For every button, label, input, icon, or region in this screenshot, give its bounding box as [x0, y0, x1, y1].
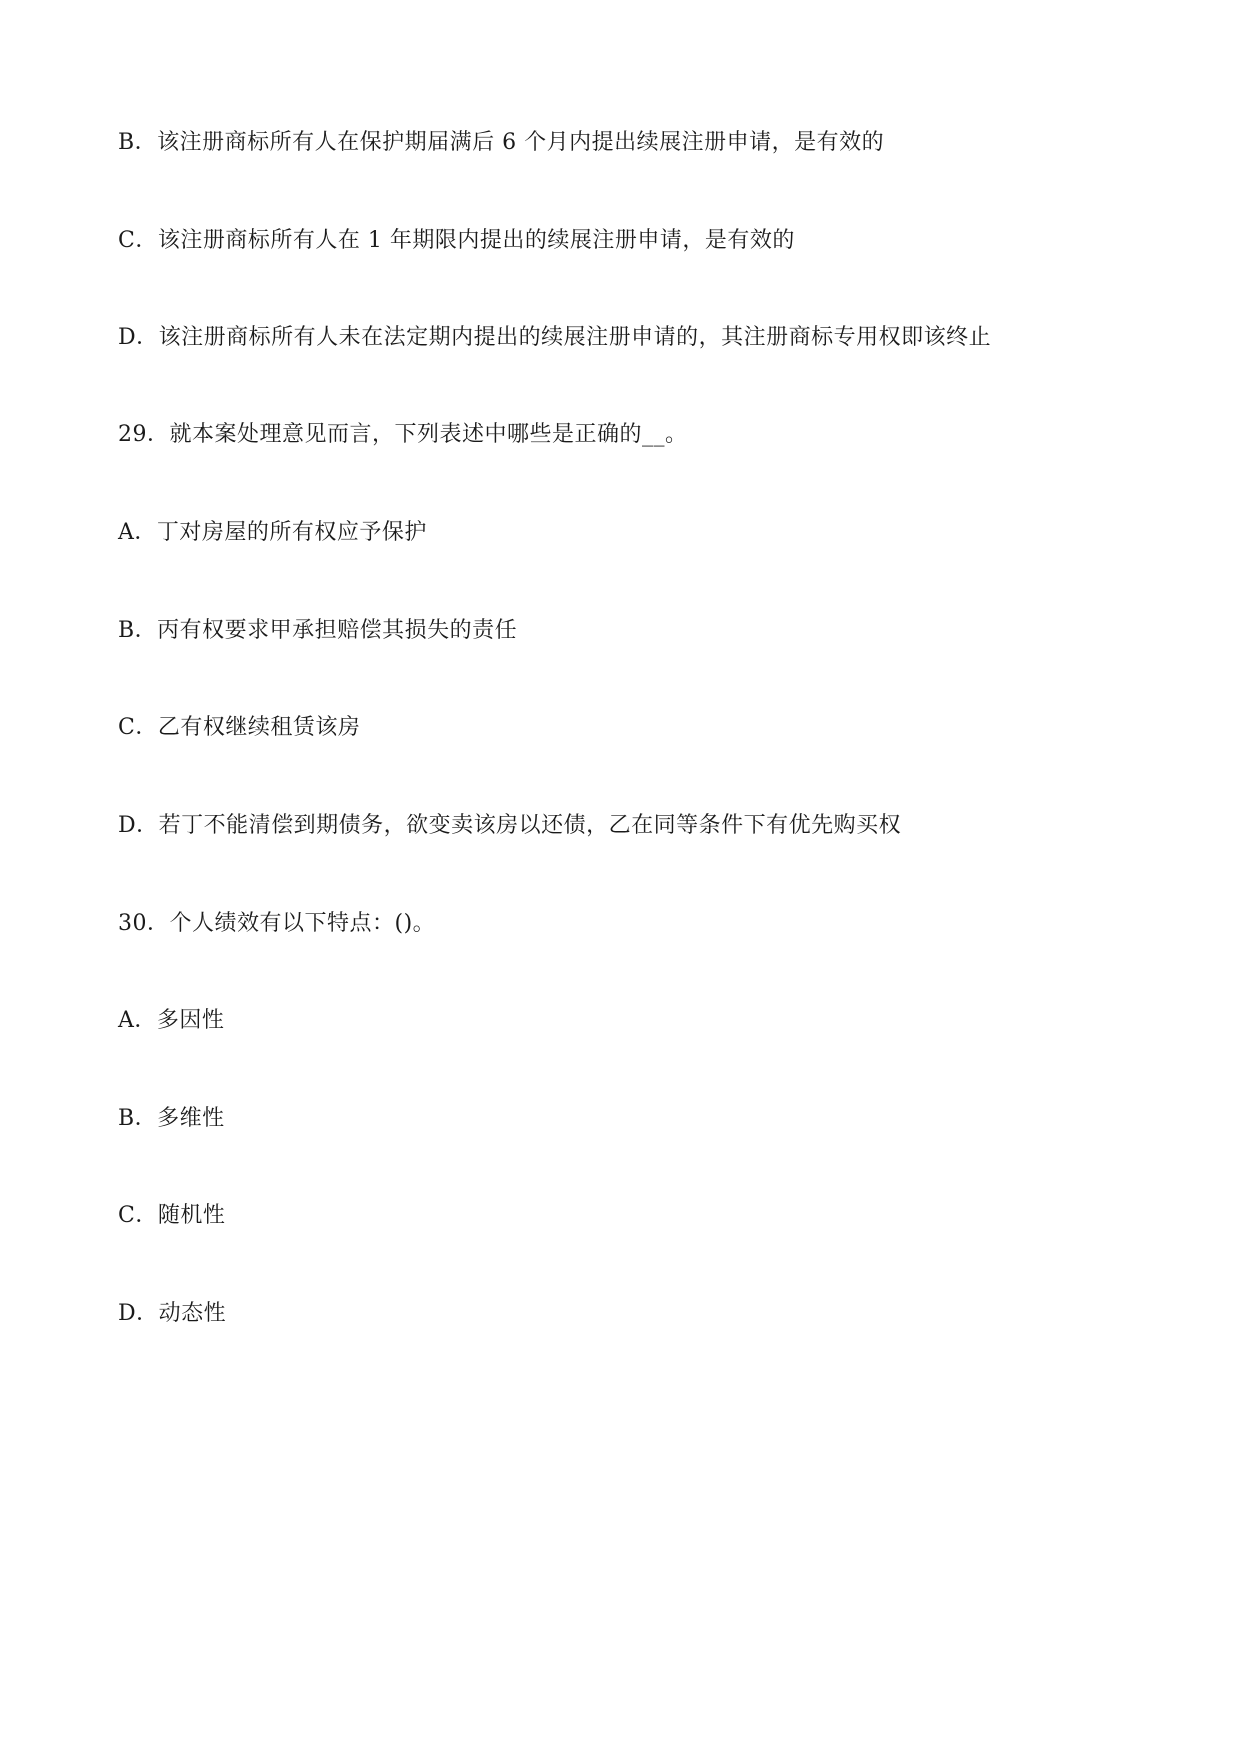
option-b-q30: B．多维性: [118, 1106, 225, 1131]
option-d-q29: D．若丁不能清偿到期债务，欲变卖该房以还债，乙在同等条件下有优先购买权: [118, 813, 902, 838]
option-a-q30: A．多因性: [118, 1008, 225, 1033]
option-c-q30: C．随机性: [118, 1203, 226, 1228]
option-b-q29: B．丙有权要求甲承担赔偿其损失的责任: [118, 618, 518, 643]
option-c-q29: C．乙有权继续租赁该房: [118, 715, 361, 740]
option-d-q30: D．动态性: [118, 1301, 227, 1326]
option-c-q28: C．该注册商标所有人在 1 年期限内提出的续展注册申请，是有效的: [118, 228, 795, 253]
option-a-q29: A．丁对房屋的所有权应予保护: [118, 520, 427, 545]
option-d-q28: D．该注册商标所有人未在法定期内提出的续展注册申请的，其注册商标专用权即该终止: [118, 325, 992, 350]
question-29: 29．就本案处理意见而言，下列表述中哪些是正确的__。: [118, 422, 688, 447]
option-b-q28: B．该注册商标所有人在保护期届满后 6 个月内提出续展注册申请，是有效的: [118, 130, 885, 155]
question-30: 30．个人绩效有以下特点：()。: [118, 911, 436, 936]
